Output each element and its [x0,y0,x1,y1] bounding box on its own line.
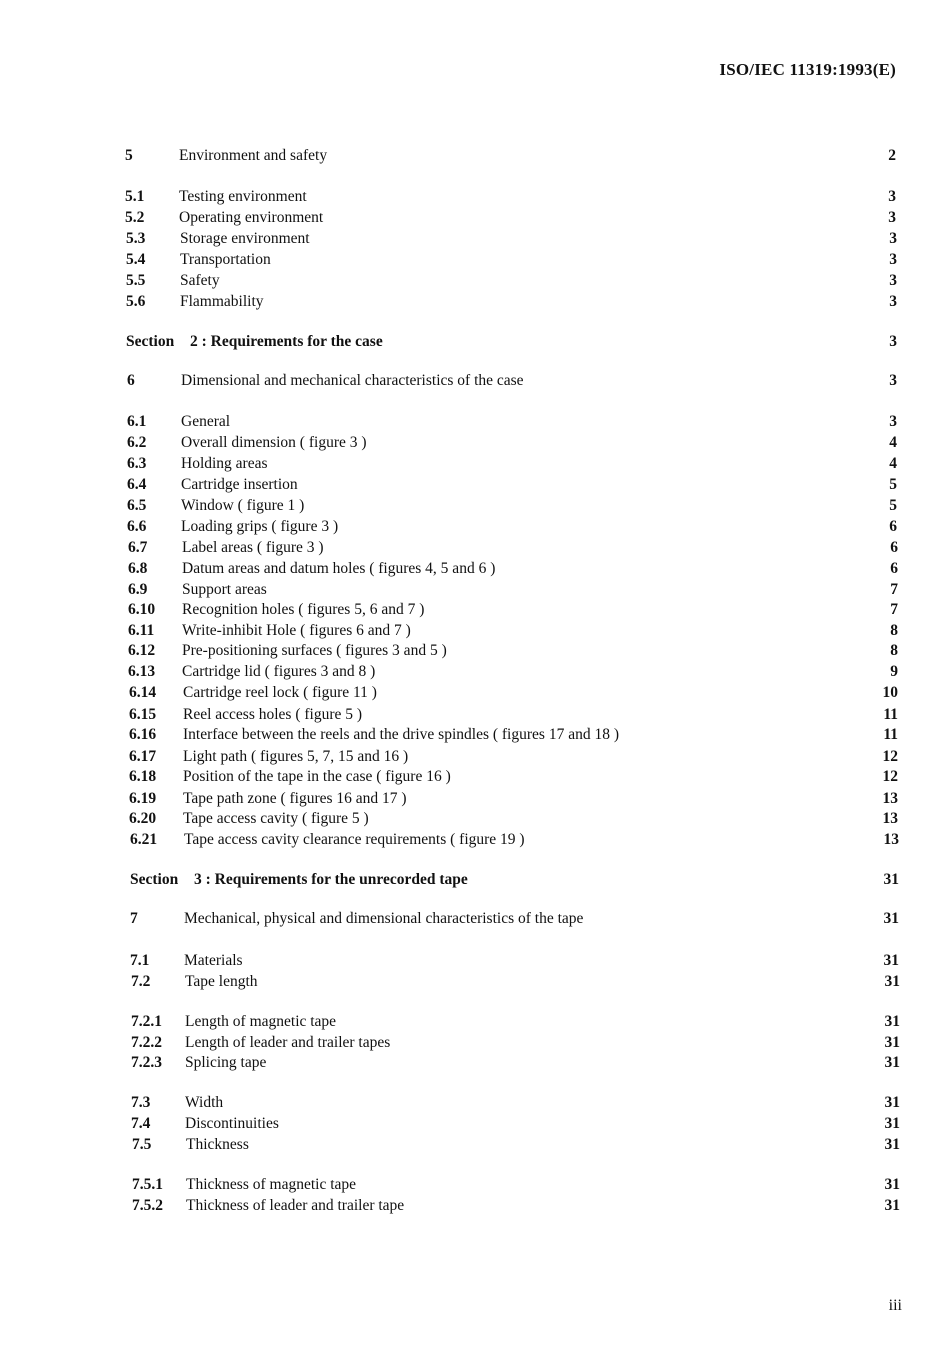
toc-entry-title: Width [185,1094,224,1111]
toc-entry-page: 12 [882,768,898,785]
toc-entry-page: 31 [884,1176,900,1193]
toc-entry-number: 6.21 [130,831,158,848]
toc-entry[interactable] [0,704,950,726]
toc-entry-number: 6.17 [129,748,157,765]
toc-entry-number: 7.5.2 [132,1197,163,1214]
toc-entry-title: Tape path zone ( figures 16 and 17 ) [183,790,407,807]
toc-entry-page: 3 [889,230,897,247]
toc-entry[interactable] [0,495,950,517]
toc-entry-page: 9 [890,663,898,680]
toc-entry-title: Flammability [180,293,264,310]
toc-entry-page: 3 [889,372,897,389]
toc-entry-title: Tape length [185,973,258,990]
toc-entry-number: 6 [127,372,135,389]
toc-entry-page: 13 [882,810,898,827]
toc-entry[interactable] [0,1195,950,1217]
toc-entry-title: General [181,413,231,430]
toc-entry-number: 5.3 [126,230,146,247]
toc-entry-number: 6.6 [127,518,147,535]
toc-entry-number: 7.4 [131,1115,151,1132]
toc-entry-title: Recognition holes ( figures 5, 6 and 7 ) [182,601,425,618]
toc-entry[interactable] [0,1174,950,1196]
toc-entry-page: 10 [882,684,898,701]
toc-entry-number: 7.5.1 [132,1176,163,1193]
toc-entry-title: Environment and safety [179,147,328,164]
toc-entry[interactable] [0,558,950,580]
toc-entry[interactable] [0,620,950,642]
toc-entry-number: 6.9 [128,581,148,598]
toc-entry-number: 5.5 [126,272,146,289]
toc-entry-title: Length of leader and trailer tapes [185,1034,391,1051]
toc-entry-page: 3 [889,251,897,268]
toc-entry-number: 6.19 [129,790,157,807]
toc-entry-number: 6.20 [129,810,157,827]
toc-entry-title: Datum areas and datum holes ( figures 4, 5 and 6 ) [182,560,496,577]
toc-entry-number: 7.2 [131,973,151,990]
toc-entry-number: Section [126,333,175,350]
toc-entry-page: 31 [884,1197,900,1214]
toc-entry[interactable] [0,579,950,601]
toc-entry[interactable] [0,1052,950,1074]
toc-entry[interactable] [0,537,950,559]
toc-entry[interactable] [0,516,950,538]
toc-entry-title: Cartridge reel lock ( figure 11 ) [183,684,377,701]
toc-entry-title: Mechanical, physical and dimensional characteristics of the tape [184,910,584,927]
toc-entry[interactable] [0,766,950,788]
document-identifier: ISO/IEC 11319:1993(E) [719,60,896,79]
toc-section-heading[interactable] [0,331,950,353]
toc-entry-title: Splicing tape [185,1054,267,1071]
toc-entry-title: Light path ( figures 5, 7, 15 and 16 ) [183,748,409,765]
toc-entry[interactable] [0,1011,950,1033]
toc-entry-page: 7 [890,581,898,598]
toc-entry[interactable] [0,1092,950,1114]
toc-entry-title: Write-inhibit Hole ( figures 6 and 7 ) [182,622,411,639]
toc-entry-number: 5.2 [125,209,145,226]
toc-entry[interactable] [0,661,950,683]
toc-entry[interactable] [0,186,950,208]
toc-entry-title: Discontinuities [185,1115,279,1132]
toc-entry-page: 31 [884,1054,900,1071]
toc-entry-number: 6.12 [128,642,156,659]
toc-entry-title: Reel access holes ( figure 5 ) [183,706,363,723]
toc-entry-title: Cartridge insertion [181,476,298,493]
toc-entry-number: 7.3 [131,1094,151,1111]
toc-entry-page: 4 [889,434,897,451]
toc-entry-number: 6.5 [127,497,147,514]
toc-entry-page: 6 [890,560,898,577]
toc-entry-page: 3 [889,413,897,430]
toc-entry[interactable] [0,228,950,250]
toc-entry[interactable] [0,1134,950,1156]
toc-entry-number: 6.8 [128,560,148,577]
toc-entry-page: 31 [883,871,899,888]
toc-entry-number: 6.15 [129,706,157,723]
toc-entry-title: 3 : Requirements for the unrecorded tape [194,871,468,888]
toc-entry-number: 5.6 [126,293,146,310]
toc-entry[interactable] [0,746,950,768]
toc-entry-title: Length of magnetic tape [185,1013,337,1030]
toc-entry-page: 4 [889,455,897,472]
toc-entry-title: Position of the tape in the case ( figure 16 ) [183,768,451,785]
toc-entry-title: Loading grips ( figure 3 ) [181,518,339,535]
toc-entry-number: 7.1 [130,952,150,969]
toc-entry-page: 11 [883,706,898,723]
toc-entry-page: 13 [883,831,899,848]
toc-entry-page: 8 [890,642,898,659]
toc-entry-title: Pre-positioning surfaces ( figures 3 and 5 ) [182,642,447,659]
toc-entry-page: 31 [884,973,900,990]
toc-entry-page: 12 [882,748,898,765]
toc-entry-page: 8 [890,622,898,639]
toc-entry-title: Support areas [182,581,267,598]
toc-entry-number: 6.7 [128,539,148,556]
toc-entry[interactable] [0,640,950,662]
toc-entry-number: 6.3 [127,455,147,472]
toc-entry[interactable] [0,950,950,972]
toc-entry-page: 11 [883,726,898,743]
toc-entry-number: 7.2.3 [131,1054,162,1071]
toc-entry[interactable] [0,270,950,292]
toc-entry[interactable] [0,411,950,433]
toc-entry-page: 3 [889,272,897,289]
toc-entry-page: 31 [884,1115,900,1132]
toc-entry[interactable] [0,971,950,993]
toc-entry-page: 6 [889,518,897,535]
toc-entry-number: 6.2 [127,434,147,451]
toc-entry-title: Thickness of leader and trailer tape [186,1197,405,1214]
toc-entry-page: 31 [884,1136,900,1153]
toc-entry[interactable] [0,724,950,746]
toc-entry[interactable] [0,788,950,810]
toc-entry-number: 6.1 [127,413,147,430]
toc-entry-page: 13 [882,790,898,807]
toc-entry-page: 31 [884,1094,900,1111]
toc-entry-title: Thickness of magnetic tape [186,1176,357,1193]
toc-entry-number: 5.1 [125,188,145,205]
toc-entry-title: Interface between the reels and the drive spindles ( figures 17 and 18 ) [183,726,619,743]
toc-entry-page: 5 [889,476,897,493]
toc-entry-page: 7 [890,601,898,618]
toc-entry-page: 31 [884,1034,900,1051]
toc-entry[interactable] [0,291,950,313]
toc-entry-number: 7 [130,910,138,927]
toc-entry-page: 3 [889,293,897,310]
toc-entry-number: 7.2.1 [131,1013,162,1030]
toc-entry-number: 6.10 [128,601,156,618]
toc-entry[interactable] [0,1032,950,1054]
toc-entry[interactable] [0,249,950,271]
toc-entry-title: Materials [184,952,243,969]
toc-entry[interactable] [0,682,950,704]
toc-entry[interactable] [0,908,950,930]
toc-entry-title: Cartridge lid ( figures 3 and 8 ) [182,663,376,680]
toc-entry-number: 7.5 [132,1136,152,1153]
toc-entry-title: Tape access cavity ( figure 5 ) [183,810,369,827]
toc-entry-number: 7.2.2 [131,1034,162,1051]
toc-entry-number: 6.11 [128,622,155,639]
toc-entry-page: 6 [890,539,898,556]
toc-entry-number: 6.4 [127,476,147,493]
toc-entry-number: 5.4 [126,251,146,268]
toc-entry-title: Tape access cavity clearance requirements ( figure 19 ) [184,831,525,848]
toc-entry-page: 31 [884,1013,900,1030]
toc-entry-page: 5 [889,497,897,514]
toc-entry[interactable] [0,474,950,496]
toc-entry-title: Overall dimension ( figure 3 ) [181,434,367,451]
toc-entry-page: 3 [888,209,896,226]
toc-entry[interactable] [0,1113,950,1135]
toc-entry-number: 6.14 [129,684,157,701]
toc-entry-title: Testing environment [179,188,307,205]
toc-entry-title: Thickness [186,1136,249,1153]
toc-entry[interactable] [0,599,950,621]
toc-entry-page: 31 [883,910,899,927]
toc-entry-title: Dimensional and mechanical characteristics of the case [181,372,524,389]
toc-entry-page: 3 [889,333,897,350]
toc-entry-number: 6.13 [128,663,156,680]
toc-entry-page: 2 [888,147,896,164]
toc-entry-number: 5 [125,147,133,164]
toc-entry-title: Storage environment [180,230,310,247]
toc-entry-page: 31 [883,952,899,969]
toc-entry-title: Operating environment [179,209,324,226]
toc-entry[interactable] [0,370,950,392]
toc-entry-title: Holding areas [181,455,268,472]
toc-entry-title: Window ( figure 1 ) [181,497,305,514]
toc-entry[interactable] [0,453,950,475]
toc-entry-title: Transportation [180,251,271,268]
toc-entry[interactable] [0,207,950,229]
toc-entry-page: 3 [888,188,896,205]
toc-entry[interactable] [0,829,950,851]
toc-entry-title: Label areas ( figure 3 ) [182,539,324,556]
toc-entry-title: Safety [180,272,220,289]
toc-entry[interactable] [0,808,950,830]
toc-entry[interactable] [0,432,950,454]
toc-entry[interactable] [0,145,950,167]
toc-entry-number: Section [130,871,179,888]
toc-entry-number: 6.18 [129,768,157,785]
toc-section-heading[interactable] [0,869,950,891]
toc-entry-number: 6.16 [129,726,157,743]
toc-entry-title: 2 : Requirements for the case [190,333,383,350]
page-number: iii [888,1297,902,1314]
